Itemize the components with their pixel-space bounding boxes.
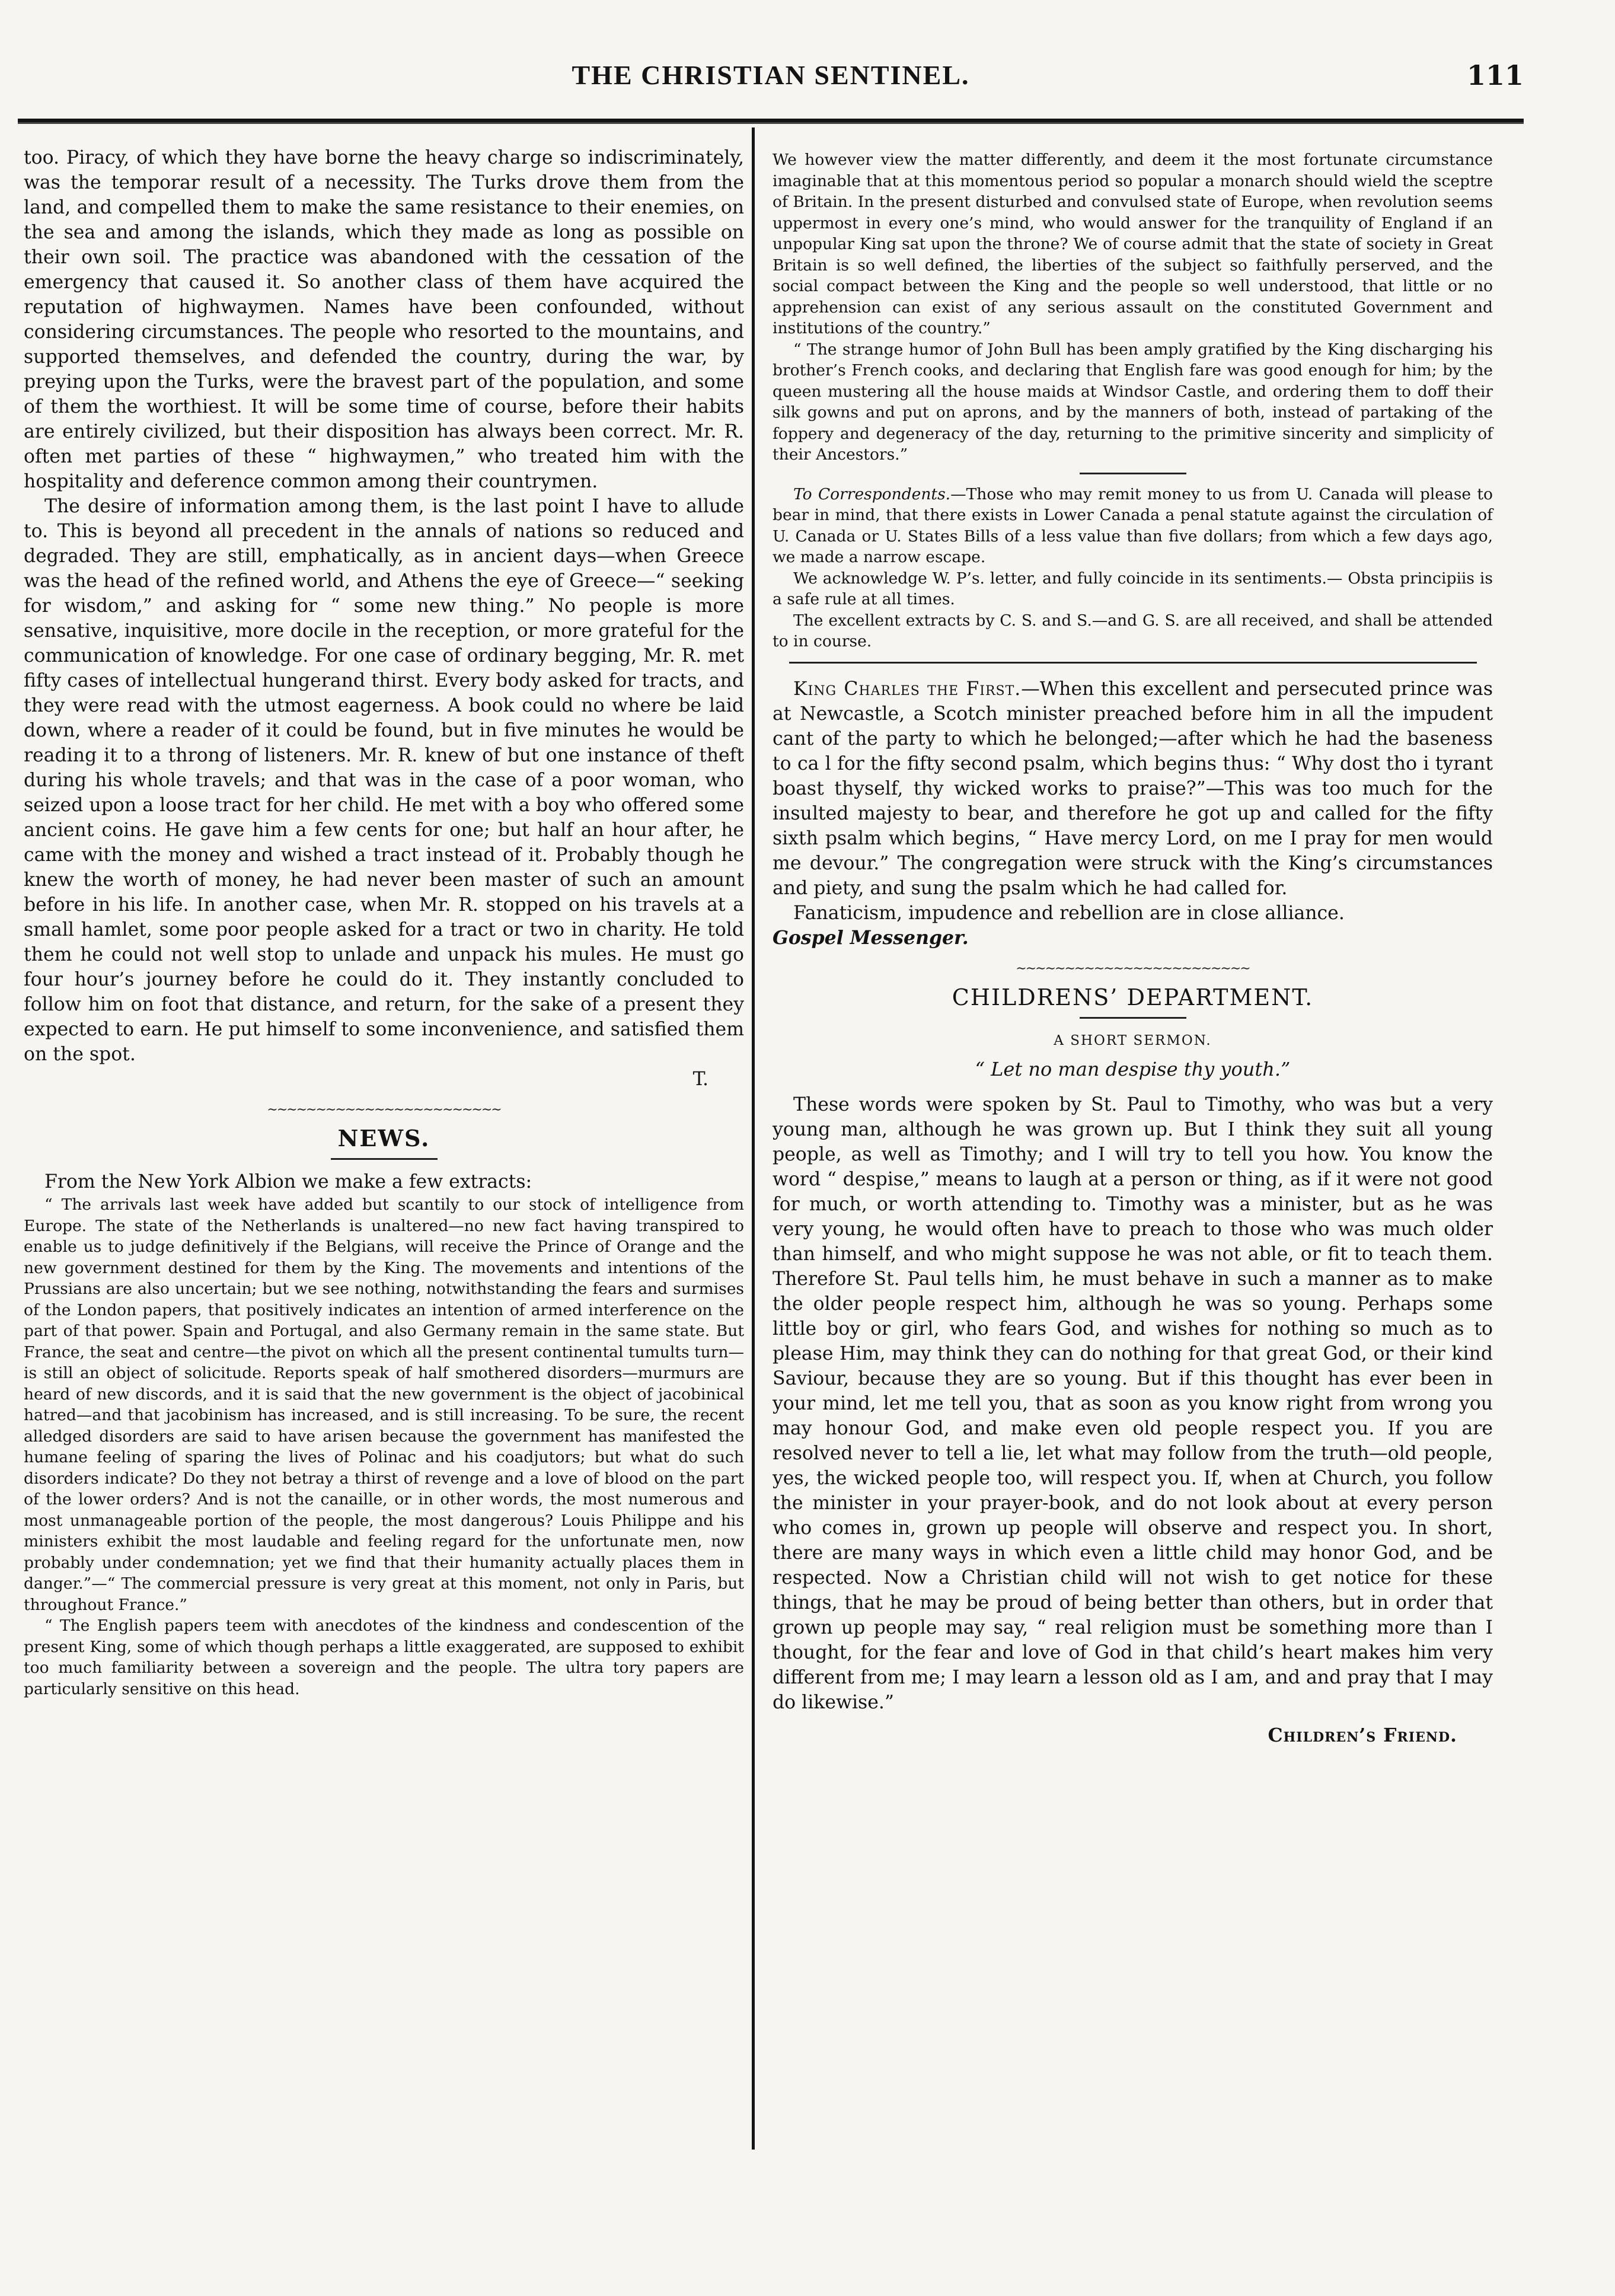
wavy-ornament: ∼∼∼∼∼∼∼∼∼∼∼∼∼∼∼∼∼∼∼∼∼∼∼∼: [267, 1102, 501, 1117]
news-heading: NEWS.: [337, 1125, 430, 1152]
childrens-heading-rule: [1080, 1017, 1186, 1019]
king-charles-paragraph-1: [773, 677, 1493, 901]
correspondents-paragraph-2: We acknowledge W. P’s. letter, and fully coincide in its sentiments.— Obsta principiis is a safe rule at all times.: [773, 569, 1493, 608]
wavy-ornament-2: ∼∼∼∼∼∼∼∼∼∼∼∼∼∼∼∼∼∼∼∼∼∼∼∼: [1016, 961, 1250, 976]
greece-article-signature: T.: [692, 1069, 708, 1090]
page-header: [18, 59, 1524, 107]
left-column: [24, 145, 744, 1699]
news-paragraph-1: “ The arrivals last week have added but scantily to our stock of intelligence from Europe. The state of the Netherlands is unaltered—no new fact having transpired to enable us to judge definitively if the Belgians, will receive the Prince of Orange and the new government destined for them by the King. The movements and intentions of the Prussians are also uncertain; but we see nothing, notwithstanding the fears and surmises of the London papers, that positively indicates an intention of armed interference on the part of that power. Spain and Portugal, and also Germany remain in the same state. But France, the seat and centre—the pivot on which all the present continental tumults turn—is still an object of solicitude. Reports speak of half smothered disorders—murmurs are heard of new discords, and it is said that the new government is the object of jacobinical hatred—and that jacobinism has increased, and is still increasing. To be sure, the recent alledged disorders are said to have arisen because the government has manifested the humane feeling of sparing the lives of Polinac and his coadjutors; but what do such disorders indicate? Do they not betray a thirst of revenge and a love of blood on the part of the lower orders? And is not the canaille, or in other words, the most numerous and most unmanageable portion of the people, the most dangerous? Louis Philippe and his ministers exhibit the most laudable and feeling regard for the unfortunate men, now probably under condemnation; yet we find that their humanity actually places them in danger.”—“ The commercial pressure is very great at this moment, not only in Paris, but throughout France.”: [24, 1195, 744, 1614]
sermon-epigraph: “ Let no man despise thy youth.”: [975, 1057, 1291, 1080]
page-number: 111: [1466, 59, 1524, 91]
news-continued-paragraph-1: We however view the matter differently, and deem it the most fortunate circumstance imaginable that at this momentous period so popular a monarch should wield the sceptre of Britain. In the present disturbed and convulsed state of Europe, when revolution seems uppermost in every one’s mind, who would answer for the tranquility of England if an unpopular King sat upon the throne? We of course admit that the state of society in Great Britain is so well defined, the liberties of the subject so faithfully perserved, and the social compact between the King and the people so well understood, that little or no apprehension can exist of any serious assault on the constituted Government and institutions of the country.”: [773, 151, 1493, 337]
section-rule: [1080, 473, 1186, 474]
king-charles-text: —When this excellent and persecuted prince was at Newcastle, a Scotch minister preached before him in all the impudent cant of the party to which he belonged;—after which he had the baseness to ca l for the fifty second psalm, which begins thus: “ Why dost tho i tyrant boast thyself, thy wicked works to praise?”—This was too much for the insulted majesty to bear, and therefore he got up and called for the fifty sixth psalm which begins, “ Have mercy Lord, on me I pray for men would me devour.” The congregation were struck with the King’s circumstances and piety, and sung the psalm which he had called for.: [773, 678, 1493, 899]
correspondents-label: To Correspondents.: [793, 484, 951, 503]
page-title: THE CHRISTIAN SENTINEL.: [572, 60, 970, 90]
right-column: [773, 149, 1493, 1748]
news-continued-paragraph-2: “ The strange humor of John Bull has been amply gratified by the King discharging his brother’s French cooks, and declaring that English fare was good enough for him; by the queen mustering all the house maids at Windsor Castle, and ordering them to doff their silk gowns and put on aprons, and by the manners of both, instead of partaking of the foppery and degeneracy of the day, returning to the primitive sincerity and simplicity of their Ancestors.”: [773, 340, 1493, 464]
sermon-paragraph: These words were spoken by St. Paul to Timothy, who was but a very young man, although he was grown up. But I think they suit all young people, as well as Timothy; and I will try to tell you how. You know the word “ despise,” means to laugh at a person or thing, as if it were not good for much, or worth attending to. Timothy was a minister, but as he was very young, he would often have to preach to those who was much older than himself, and who might suppose he was not able, or fit to teach them. Therefore St. Paul tells him, he must behave in such a manner as to make the older people respect him, although he was so young. Perhaps some little boy or girl, who fears God, and wishes for nothing so much as to please Him, may think they can do nothing for that great God, or their kind Saviour, because they are so young. But if this thought has ever been in your mind, let me tell you, that as soon as you know right from wrong you may honour God, and make even old people respect you. If you are resolved never to tell a lie, let what may follow from the truth—old people, yes, the wicked people too, will respect you. If, when at Church, you follow the minister in your prayer-book, and do not look about at every person who comes in, grown up people will observe and respect you. In short, there are many ways in which even a little child may honor God, and be respected. Now a Christian child will not wish to get notice for these things, that he may be proud of being better than others, but in order that grown up people may say, “ real religion must be something more than I thought, for the fear and love of God in that child’s heart makes him very different from me; I may learn a lesson old as I am, and and pray that I may do likewise.”: [773, 1093, 1493, 1713]
column-divider: [752, 127, 755, 2150]
section-rule-long: [789, 662, 1477, 664]
correspondents-text: —Those who may remit money to us from U. Canada will please to bear in mind, that there exists in Lower Canada a penal statute against the circulation of U. Canada or U. States Bills of a less value than five dollars; from which a few days ago, we made a narrow escape.: [773, 484, 1493, 566]
greece-article-paragraph-1: too. Piracy, of which they have borne the heavy charge so indiscriminately, was the temporar result of a necessity. The Turks drove them from the land, and compelled them to make the same resistance to their enemies, on the sea and among the islands, which they made as long as possible on their own soil. The practice was abandoned with the cessation of the emergency that caused it. So another class of them have acquired the reputation of highwaymen. Names have been confounded, without considering circumstances. The people who resorted to the mountains, and supported themselves, and defended the country, during the war, by preying upon the Turks, were the bravest part of the population, and some of them the worthiest. It will be some time of course, before their habits are entirely civilized, but their disposition has always been correct. Mr. R. often met parties of these “ highwaymen,” who treated him with the hospitality and deference common among their countrymen.: [24, 147, 744, 492]
news-paragraph-2: “ The English papers teem with anecdotes of the kindness and condescention of the present King, some of which though perhaps a little exaggerated, are supposed to exhibit too much familiarity between a sovereign and the people. The ultra tory papers are particularly sensitive on this head.: [24, 1616, 744, 1698]
king-charles-paragraph-2: Fanaticism, impudence and rebellion are in close alliance.: [793, 902, 1345, 924]
greece-article-paragraph-2: The desire of information among them, is the last point I have to allude to. This is beyond all precedent in the annals of nations so reduced and degraded. They are still, emphatically, as in ancient days—when Greece was the head of the refined world, and Athens the eye of Greece—“ seeking for wisdom,” and asking for “ some new thing.” No people is more sensative, inquisitive, more docile in the reception, or more grateful for the communication of knowledge. For one case of ordinary begging, Mr. R. met fifty cases of intellectual hungerand thirst. Every body asked for tracts, and they were read with the utmost eagerness. A book could no where be laid down, where a reader of it could be found, but in five minutes he would be reading it to a throng of listeners. Mr. R. knew of but one instance of theft during his whole travels; and that was in the case of a poor woman, who seized upon a loose tract for her child. He met with a boy who offered some ancient coins. He gave him a few cents for one; but half an hour after, he came with the money and wished a tract instead of it. Probably though he knew the worth of money, he had never been master of such an amount before in his life. In another case, when Mr. R. stopped on his travels at a small hamlet, some poor people asked for a tract or two in charity. He told them he could not well stop to unlade and unpack his mules. He must go four hour’s journey before he could do it. They instantly concluded to follow him on foot that distance, and return, for the sake of a present they expected to earn. He put himself to some inconvenience, and satisfied them on the spot.: [24, 496, 744, 1065]
correspondents-paragraph-1: [773, 484, 1493, 568]
header-rule: [18, 119, 1524, 124]
sermon-signature: Children’s Friend.: [1268, 1724, 1457, 1746]
king-charles-source: Gospel Messenger.: [773, 926, 969, 949]
news-intro: From the New York Albion we make a few extracts:: [44, 1171, 532, 1192]
king-charles-label: King Charles the First.: [793, 678, 1022, 700]
correspondents-paragraph-3: The excellent extracts by C. S. and S.—and G. S. are all received, and shall be attended to in course.: [773, 611, 1493, 650]
news-heading-rule: [331, 1158, 438, 1160]
short-sermon-subheading: A SHORT SERMON.: [1054, 1032, 1212, 1048]
childrens-department-heading: CHILDRENS’ DEPARTMENT.: [952, 984, 1314, 1010]
